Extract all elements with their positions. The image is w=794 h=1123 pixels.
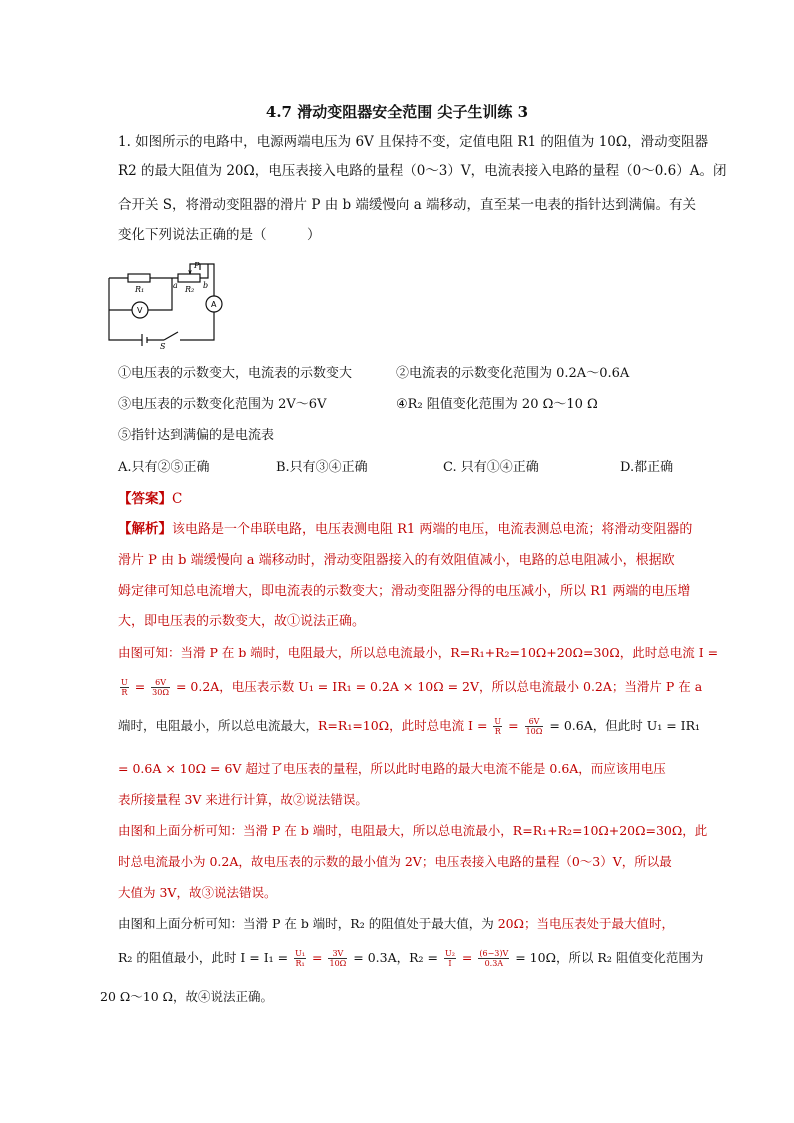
- analysis-p2-line-3: 端时，电阻最小，所以总电流最大，R=R₁=10Ω，此时总电流 I = $\frac{U}{R}$ = $\frac{6V}{10\Omega}$ = 0.6A，但此时 U₁ = IR₁: [118, 717, 701, 736]
- ammeter-label: A: [211, 300, 217, 309]
- answer-tag: 【答案】: [118, 491, 172, 507]
- fraction-6v-over-10: $\frac{6V}{10\Omega}$: [525, 717, 543, 736]
- analysis-p3-line-1: 由图和上面分析可知：当滑 P 在 b 端时，电阻最大，所以总电流最小，R=R₁+R₂=10Ω+20Ω=30Ω，此: [118, 823, 708, 838]
- choice-b: B.只有③④正确: [276, 460, 368, 475]
- choice-d: D.都正确: [620, 460, 674, 475]
- analysis-p4-line-2: R₂ 的阻值最小，此时 I = I₁ = $\frac{\text{U₁}}{\text{R₁}}$ = $\frac{3V}{10\Omega}$ = 0.3A，R₂ = $\frac{\text{U₂}}{I}$ = $\frac{(6-3)V}{0.3A}$ = 10Ω，所以 R₂ 阻值变化范围为: [118, 949, 704, 968]
- choice-a: A.只有②⑤正确: [118, 460, 210, 475]
- page-title: 4.7 滑动变阻器安全范围 尖子生训练 3: [265, 103, 529, 121]
- question-line-1: 1. 如图所示的电路中，电源两端电压为 6V 且保持不变，定值电阻 R1 的阻值为 10Ω，滑动变阻器: [118, 134, 709, 150]
- end-b-label: b: [203, 281, 209, 290]
- fraction-3v-over-10: $\frac{3V}{10\Omega}$: [329, 949, 347, 968]
- end-a-label: a: [173, 281, 178, 290]
- analysis-p2-line-4: = 0.6A × 10Ω = 6V 超过了电压表的量程，所以此时电路的最大电流不能是 0.6A，而应该用电压: [118, 761, 666, 776]
- statement-1: ①电压表的示数变大，电流表的示数变大: [118, 366, 353, 381]
- analysis-p4-line-3: 20 Ω～10 Ω，故④说法正确。: [100, 989, 273, 1004]
- fraction-u1-over-r1: $\frac{\text{U₁}}{\text{R₁}}$: [295, 949, 306, 968]
- analysis-p3-line-2: 时总电流最小为 0.2A，故电压表的示数的最小值为 2V；电压表接入电路的量程（0～3）V，所以最: [118, 854, 672, 869]
- question-line-3: 合开关 S，将滑动变阻器的滑片 P 由 b 端缓慢向 a 端移动，直至某一电表的指针达到满偏。有关: [118, 197, 697, 213]
- statement-5: ⑤指针达到满偏的是电流表: [118, 428, 275, 443]
- fraction-u-over-r: $\frac{U}{R}$: [121, 678, 128, 697]
- statement-4: ④R₂ 阻值变化范围为 20 Ω～10 Ω: [396, 397, 598, 412]
- analysis-tag: 【解析】: [118, 521, 172, 537]
- circuit-diagram: [104, 256, 230, 351]
- fraction-u2-over-i: $\frac{\text{U₂}}{I}$: [444, 949, 455, 968]
- statement-2: ②电流表的示数变化范围为 0.2A～0.6A: [396, 366, 630, 381]
- analysis-text: 该电路是一个串联电路，电压表测电阻 R1 两端的电压，电流表测总电流；将滑动变阻器的: [172, 522, 693, 537]
- analysis-p2-line-2: $\frac{U}{R}$ = $\frac{6V}{30\Omega}$ = 0.2A，电压表示数 U₁ = IR₁ = 0.2A × 10Ω = 2V，所以总电流最小 0.2A；当滑片 P 在 a: [121, 678, 703, 697]
- answer-value: C: [172, 491, 183, 507]
- slider-p-label: P: [194, 261, 200, 270]
- question-line-2: R2 的最大阻值为 20Ω，电压表接入电路的量程（0～3）V，电流表接入电路的量程（0～0.6）A。闭: [118, 163, 727, 179]
- analysis-line-3: 姆定律可知总电流增大，即电流表的示数变大；滑动变阻器分得的电压减小，所以 R1 两端的电压增: [118, 584, 691, 599]
- analysis-line-4: 大，即电压表的示数变大，故①说法正确。: [118, 614, 366, 629]
- fraction-6v-over-30: $\frac{6V}{30\Omega}$: [152, 678, 169, 697]
- analysis-p2-line-5: 表所接量程 3V 来进行计算，故②说法错误。: [118, 792, 368, 807]
- analysis-line-2: 滑片 P 由 b 端缓慢向 a 端移动时，滑动变阻器接入的有效阻值减小，电路的总电阻减小，根据欧: [118, 553, 675, 568]
- voltmeter-label: V: [137, 306, 143, 315]
- switch-s-label: S: [160, 342, 166, 351]
- answer-line: [118, 487, 182, 507]
- question-line-4: 变化下列说法正确的是（ ）: [118, 227, 321, 243]
- analysis-p3-line-3: 大值为 3V，故③说法错误。: [118, 885, 277, 900]
- r2-label: R₂: [185, 285, 195, 294]
- analysis-p4-line-1: 由图和上面分析可知：当滑 P 在 b 端时，R₂ 的阻值处于最大值，为 20Ω；当电压表处于最大值时，: [118, 916, 674, 931]
- r1-label: R₁: [135, 285, 145, 294]
- analysis-line-1: [118, 517, 692, 537]
- fraction-u-over-r-2: $\frac{U}{R}$: [494, 717, 502, 736]
- analysis-p2-line-1: 由图可知：当滑 P 在 b 端时，电阻最大，所以总电流最小，R=R₁+R₂=10Ω+20Ω=30Ω，此时总电流 I =: [118, 645, 719, 660]
- fraction-3v-over-03a: $\frac{(6-3)V}{0.3A}$: [479, 949, 509, 968]
- statement-3: ③电压表的示数变化范围为 2V～6V: [118, 397, 327, 412]
- choice-c: C. 只有①④正确: [443, 460, 539, 475]
